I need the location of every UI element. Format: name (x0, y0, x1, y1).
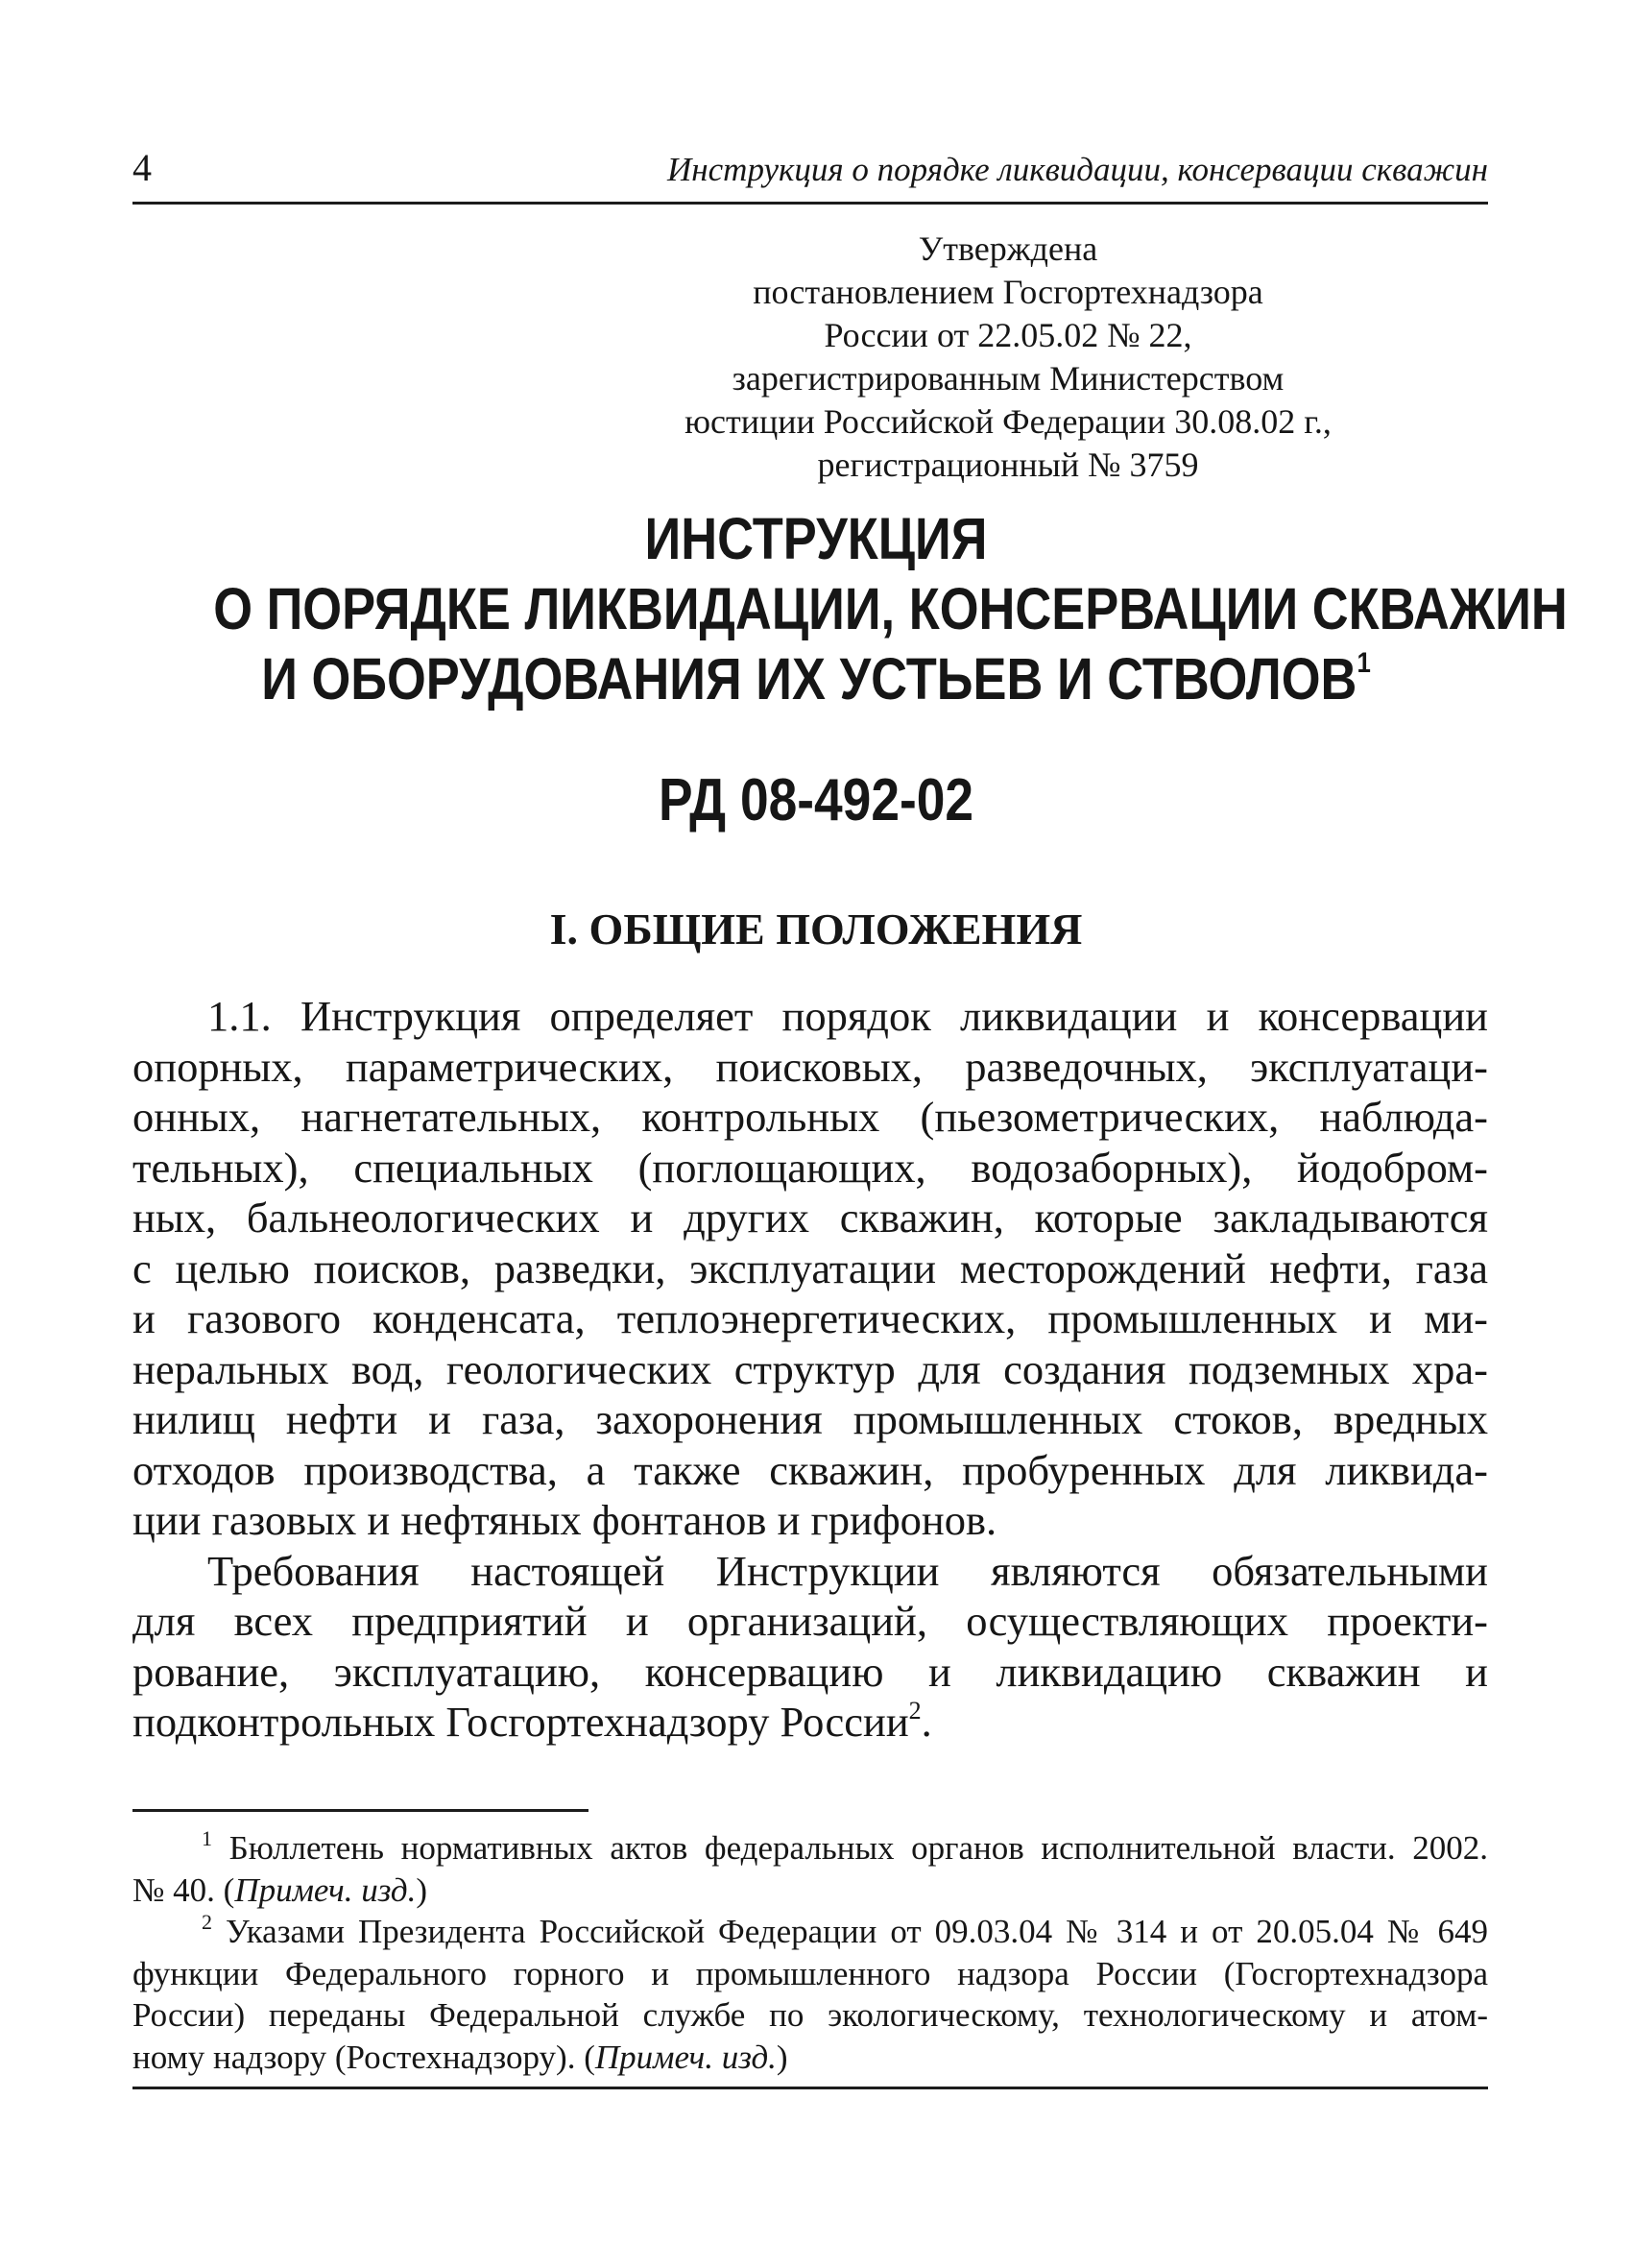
text-line: Требования настоящей Инструкции являются обязательными (207, 1546, 1488, 1595)
publisher-note: Примеч. изд. (594, 2038, 777, 2076)
footnote-text: № 40. ( (132, 1870, 235, 1909)
text-line: ции газовых и нефтяных фонтанов и грифонов. (132, 1496, 997, 1544)
publisher-note: Примеч. изд. (234, 1870, 417, 1909)
text-line: опорных, параметрических, поисковых, разведочных, эксплуатаци- (132, 1042, 1488, 1091)
text-line: рование, эксплуатацию, консервацию и ликвидацию скважин и (132, 1647, 1488, 1696)
footnote-line: России) переданы Федеральной службе по экологическому, технологическому и атом- (132, 1996, 1488, 2034)
text-line: ных, бальнеологических и других скважин, которые закладываются (132, 1194, 1488, 1242)
footnote-text: ному надзору (Ростехнадзору). ( (132, 2038, 595, 2076)
approval-line: Утверждена (918, 229, 1098, 268)
document-title (213, 504, 1568, 714)
footnote-text: ) (776, 2038, 788, 2076)
section-heading: I. ОБЩИЕ ПОЛОЖЕНИЯ (549, 905, 1083, 953)
text-line: для всех предприятий и организаций, осуществляющих проекти- (132, 1597, 1488, 1645)
footnote-line (132, 1870, 1488, 1912)
approval-line: постановлением Госгортехнадзора (753, 273, 1263, 311)
text-line-content: подконтрольных Госгортехнадзору России (132, 1698, 909, 1746)
text-line: отходов производства, а также скважин, пробуренных для ликвида- (132, 1445, 1488, 1494)
text-line: 1.1. Инструкция определяет порядок ликвидации и консервации (207, 992, 1488, 1040)
document-code: РД 08-492-02 (658, 767, 974, 833)
footnote-mark: 2 (202, 1910, 212, 1934)
footnote-ref: 2 (908, 1697, 922, 1725)
sentence-end: . (921, 1698, 932, 1746)
title-line: ИНСТРУКЦИЯ (644, 506, 988, 571)
title-line: О ПОРЯДКЕ ЛИКВИДАЦИИ, КОНСЕРВАЦИИ СКВАЖИН (213, 576, 1568, 641)
bottom-divider (132, 2087, 1488, 2089)
text-line (132, 1697, 1488, 1748)
running-title: Инструкция о порядке ликвидации, консервации скважин (667, 151, 1488, 188)
approval-block (634, 228, 1382, 487)
paragraph (132, 1546, 1488, 1748)
text-line: и газового конденсата, теплоэнергетических, промышленных и ми- (132, 1294, 1488, 1342)
footnote-divider (132, 1809, 588, 1812)
footnote-mark: 1 (202, 1826, 212, 1850)
footnote-line: функции Федерального горного и промышленного надзора России (Госгортехнадзора (132, 1954, 1488, 1992)
text-line: с целью поисков, разведки, эксплуатации месторождений нефти, газа (132, 1243, 1488, 1292)
title-line-text: И ОБОРУДОВАНИЯ ИХ УСТЬЕВ И СТВОЛОВ (261, 646, 1357, 712)
text-line: нилищ нефти и газа, захоронения промышленных стоков, вредных (132, 1395, 1488, 1443)
body-text (132, 991, 1488, 1748)
footnotes (132, 1827, 1488, 2078)
footnote-line (132, 1911, 1488, 1953)
footnote-line (132, 2037, 1488, 2079)
approval-line: зарегистрированным Министерством (732, 359, 1285, 398)
approval-line: регистрационный № 3759 (817, 446, 1199, 484)
approval-line: России от 22.05.02 № 22, (824, 316, 1192, 354)
title-line (213, 644, 1419, 714)
text-line: тельных), специальных (поглощающих, водозаборных), йодобром- (132, 1143, 1488, 1192)
footnote-text: Бюллетень нормативных актов федеральных органов исполнительной власти. 2002. (228, 1829, 1488, 1867)
text-line: онных, нагнетательных, контрольных (пьезометрических, наблюда- (132, 1093, 1488, 1141)
approval-line: юстиции Российской Федерации 30.08.02 г., (684, 402, 1332, 441)
page-number: 4 (132, 146, 152, 189)
footnote-text: Указами Президента Российской Федерации от 09.03.04 № 314 и от 20.05.04 № 649 (226, 1913, 1488, 1950)
footnote-ref: 1 (1357, 647, 1371, 679)
paragraph (132, 991, 1488, 1546)
footnote-text: ) (416, 1870, 427, 1909)
footnote-line (132, 1827, 1488, 1870)
running-header (132, 144, 1488, 205)
text-line: неральных вод, геологических структур для создания подземных хра- (132, 1344, 1488, 1393)
